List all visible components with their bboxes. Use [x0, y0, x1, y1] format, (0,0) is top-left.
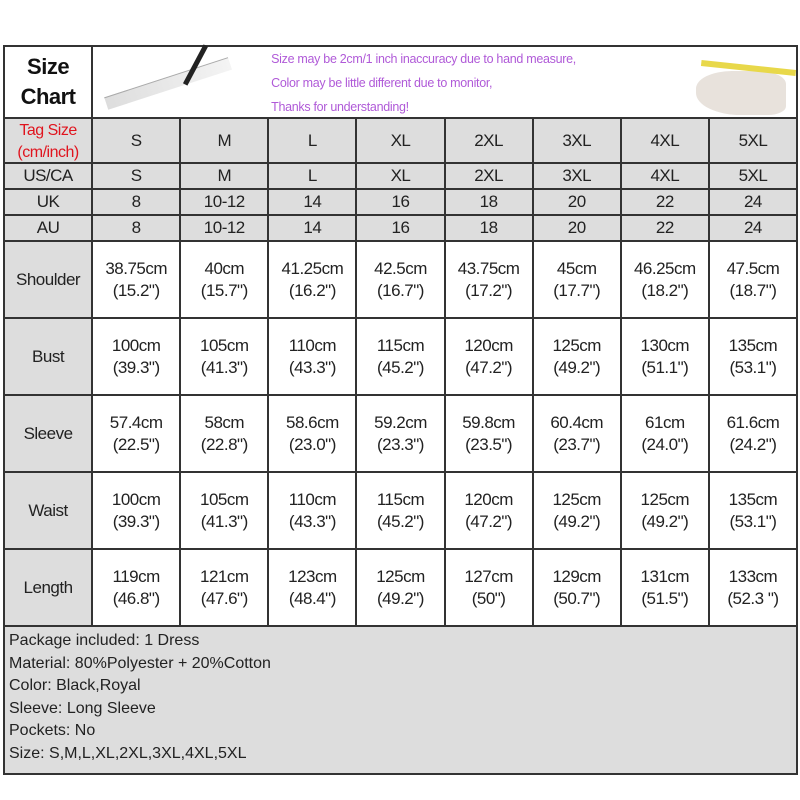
measurement-cm: 43.75cm — [457, 259, 520, 279]
conversion-value: 24 — [709, 189, 797, 215]
conversion-value: 8 — [92, 189, 180, 215]
conversion-value: 10-12 — [180, 189, 268, 215]
measurement-inch: (43.3") — [288, 357, 336, 377]
measurement-cell — [268, 241, 356, 318]
conversion-value: L — [268, 163, 356, 189]
measurement-cm: 105cm — [200, 490, 249, 510]
size-header: XL — [356, 118, 444, 163]
measurement-cm: 41.25cm — [281, 259, 344, 279]
measurement-cell — [356, 472, 444, 549]
measurement-inch: (18.2") — [641, 280, 689, 300]
conversion-row — [4, 189, 797, 215]
measurement-cm: 125cm — [640, 490, 690, 510]
conversion-value: 2XL — [445, 163, 533, 189]
measurement-cell — [709, 395, 797, 472]
measurement-inch: (47.6") — [200, 588, 248, 608]
note-line: Size: S,M,L,XL,2XL,3XL,4XL,5XL — [9, 744, 247, 762]
conversion-value: M — [180, 163, 268, 189]
measurement-cm: 59.8cm — [462, 413, 515, 433]
measurement-cell — [533, 241, 621, 318]
measurement-cell — [709, 318, 797, 395]
measurement-cell — [445, 241, 533, 318]
measurement-cm: 131cm — [640, 567, 690, 587]
measurement-cm: 42.5cm — [374, 259, 427, 279]
measurement-inch: (23.0") — [288, 434, 336, 454]
measurement-inch: (53.1") — [729, 357, 777, 377]
measurement-label: Waist — [4, 472, 92, 549]
conversion-value: 16 — [356, 215, 444, 241]
measurement-cm: 119cm — [112, 567, 160, 587]
hand-measure-icon — [696, 71, 786, 115]
measurement-inch: (47.2") — [465, 511, 513, 531]
measurement-inch: (17.7") — [553, 280, 601, 300]
conversion-value: 16 — [356, 189, 444, 215]
measurement-inch: (22.5") — [112, 434, 160, 454]
measurement-cell — [92, 472, 180, 549]
measurement-inch: (39.3") — [112, 357, 160, 377]
measurement-cell — [356, 549, 444, 626]
measurement-cm: 100cm — [111, 490, 161, 510]
measurement-cm: 110cm — [288, 336, 337, 356]
measurement-cm: 61cm — [645, 413, 685, 433]
conversion-value: S — [92, 163, 180, 189]
measurement-row — [4, 549, 797, 626]
conversion-value: 20 — [533, 215, 621, 241]
measurement-inch: (51.5") — [641, 588, 689, 608]
measurement-inch: (50") — [471, 588, 506, 608]
measurement-inch: (46.8") — [112, 588, 160, 608]
measurement-label: Sleeve — [4, 395, 92, 472]
measurement-inch: (48.4") — [288, 588, 336, 608]
measurement-inch: (49.2") — [553, 511, 601, 531]
measurement-inch: (52.3 ") — [727, 588, 779, 608]
measurement-cm: 125cm — [376, 567, 425, 587]
measurement-cell — [445, 472, 533, 549]
measurement-inch: (45.2") — [377, 357, 424, 377]
measurement-inch: (16.7") — [377, 280, 424, 300]
measurement-inch: (43.3") — [288, 511, 336, 531]
conversion-value: 8 — [92, 215, 180, 241]
measurement-cell — [533, 395, 621, 472]
measurement-cm: 59.2cm — [374, 413, 427, 433]
tag-size-label-text: Tag Size (cm/inch) — [17, 122, 79, 161]
size-header: 4XL — [621, 118, 709, 163]
measurement-row — [4, 241, 797, 318]
measurement-cm: 60.4cm — [550, 413, 604, 433]
measurement-inch: (23.7") — [553, 434, 601, 454]
conversion-label: UK — [4, 189, 92, 215]
note-line: Color: Black,Royal — [9, 677, 141, 694]
measurement-cm: 135cm — [728, 490, 778, 510]
measurement-cm: 129cm — [552, 567, 601, 587]
conversion-value: 14 — [268, 189, 356, 215]
conversion-value: 3XL — [533, 163, 621, 189]
measurement-inch: (15.2") — [112, 280, 160, 300]
measurement-inch: (24.2") — [729, 434, 777, 454]
conversion-value: 10-12 — [180, 215, 268, 241]
measurement-row — [4, 395, 797, 472]
measurement-cell — [268, 318, 356, 395]
measurement-cell — [268, 472, 356, 549]
measurement-cm: 45cm — [556, 259, 597, 279]
measurement-cell — [621, 549, 709, 626]
size-chart — [3, 45, 798, 775]
measurement-inch: (39.3") — [112, 511, 160, 531]
measurement-row — [4, 318, 797, 395]
measurement-inch: (51.1") — [641, 357, 689, 377]
measurement-inch: (45.2") — [377, 511, 424, 531]
measurement-inch: (16.2") — [288, 280, 336, 300]
measurement-cm: 125cm — [552, 336, 601, 356]
note-line: Package included: 1 Dress — [9, 632, 200, 649]
size-header: 5XL — [709, 118, 797, 163]
conversion-label: US/CA — [4, 163, 92, 189]
measurement-cm: 57.4cm — [109, 413, 163, 433]
conversion-label: AU — [4, 215, 92, 241]
note-line: Sleeve: Long Sleeve — [9, 699, 156, 717]
measurement-row — [4, 472, 797, 549]
measurement-inch: (15.7") — [200, 280, 248, 300]
measurement-cm: 121cm — [200, 567, 249, 587]
conversion-value: 24 — [709, 215, 797, 241]
note-line: Material: 80%Polyester + 20%Cotton — [9, 654, 271, 672]
conversion-value: XL — [356, 163, 444, 189]
measurement-cell — [709, 472, 797, 549]
conversion-value: 14 — [268, 215, 356, 241]
ruler-icon — [104, 57, 232, 110]
measurement-cm: 58cm — [204, 413, 245, 433]
conversion-value: 4XL — [621, 163, 709, 189]
measurement-inch: (53.1") — [729, 511, 777, 531]
measurement-label: Shoulder — [4, 241, 92, 318]
measurement-cell — [268, 395, 356, 472]
measurement-cell — [533, 318, 621, 395]
measurement-cm: 61.6cm — [726, 413, 780, 433]
measurement-cell — [621, 395, 709, 472]
measurement-cm: 40cm — [204, 259, 245, 279]
measurement-cm: 120cm — [464, 336, 513, 356]
measurement-cm: 123cm — [288, 567, 337, 587]
measurement-cell — [709, 241, 797, 318]
measurement-cell — [533, 549, 621, 626]
measurement-cell — [268, 549, 356, 626]
measurement-cell — [92, 549, 180, 626]
measurement-cell — [445, 318, 533, 395]
notice-line: Size may be 2cm/1 inch inaccuracy due to hand measure, — [271, 52, 576, 66]
notice-text — [271, 47, 576, 119]
measurement-cm: 47.5cm — [726, 259, 780, 279]
conversion-value: 22 — [621, 215, 709, 241]
conversion-value: 18 — [445, 189, 533, 215]
notice-line: Color may be little different due to monitor, — [271, 76, 493, 90]
measurement-cm: 120cm — [464, 490, 513, 510]
size-header: L — [268, 118, 356, 163]
measurement-inch: (49.2") — [377, 588, 424, 608]
measurement-cell — [356, 395, 444, 472]
measurement-cm: 115cm — [376, 490, 425, 510]
measurement-cell — [92, 318, 180, 395]
measurement-inch: (49.2") — [641, 511, 689, 531]
tag-size-label — [4, 118, 92, 163]
measurement-inch: (23.3") — [377, 434, 424, 454]
conversion-value: 22 — [621, 189, 709, 215]
measurement-inch: (18.7") — [729, 280, 777, 300]
measurement-cell — [180, 241, 268, 318]
measurement-cm: 115cm — [376, 336, 425, 356]
measurement-cell — [445, 395, 533, 472]
measurement-cell — [621, 472, 709, 549]
measurement-label: Length — [4, 549, 92, 626]
size-chart-table — [3, 45, 798, 775]
measurement-cell — [445, 549, 533, 626]
size-header: S — [92, 118, 180, 163]
measurement-cm: 105cm — [200, 336, 249, 356]
notes-row — [4, 626, 797, 774]
measurement-cm: 46.25cm — [633, 259, 696, 279]
measurement-inch: (41.3") — [200, 511, 248, 531]
conversion-row — [4, 215, 797, 241]
measurement-label: Bust — [4, 318, 92, 395]
measurement-cell — [356, 318, 444, 395]
size-header: M — [180, 118, 268, 163]
chart-title-text: Size Chart — [20, 54, 76, 109]
size-header: 3XL — [533, 118, 621, 163]
measurement-cm: 58.6cm — [286, 413, 339, 433]
measurement-cell — [92, 241, 180, 318]
measurement-cell — [356, 241, 444, 318]
measurement-cm: 130cm — [640, 336, 690, 356]
product-notes — [4, 626, 797, 774]
measurement-cell — [180, 318, 268, 395]
measurement-inch: (41.3") — [200, 357, 248, 377]
measurement-inch: (50.7") — [553, 588, 601, 608]
measurement-cm: 133cm — [728, 567, 778, 587]
measurement-inch: (47.2") — [465, 357, 513, 377]
notice-line: Thanks for understanding! — [271, 100, 409, 114]
measurement-cell — [709, 549, 797, 626]
measurement-inch: (49.2") — [553, 357, 601, 377]
measurement-cm: 127cm — [464, 567, 513, 587]
tag-size-row — [4, 118, 797, 163]
measurement-inch: (17.2") — [465, 280, 513, 300]
banner-row — [4, 46, 797, 118]
measurement-inch: (22.8") — [200, 434, 248, 454]
measurement-cm: 135cm — [728, 336, 778, 356]
conversion-row — [4, 163, 797, 189]
measurement-cell — [92, 395, 180, 472]
measurement-cell — [180, 549, 268, 626]
note-line: Pockets: No — [9, 722, 96, 739]
measurement-cell — [533, 472, 621, 549]
measurement-cm: 100cm — [111, 336, 161, 356]
measurement-cell — [180, 395, 268, 472]
size-header: 2XL — [445, 118, 533, 163]
measurement-cm: 125cm — [552, 490, 601, 510]
conversion-value: 20 — [533, 189, 621, 215]
measurement-cell — [621, 241, 709, 318]
banner — [92, 46, 797, 118]
conversion-value: 18 — [445, 215, 533, 241]
measurement-cell — [180, 472, 268, 549]
measurement-inch: (24.0") — [641, 434, 689, 454]
measurement-cell — [621, 318, 709, 395]
measurement-inch: (23.5") — [465, 434, 513, 454]
measurement-cm: 38.75cm — [105, 259, 168, 279]
measurement-cm: 110cm — [288, 490, 337, 510]
chart-title — [4, 46, 92, 118]
conversion-value: 5XL — [709, 163, 797, 189]
